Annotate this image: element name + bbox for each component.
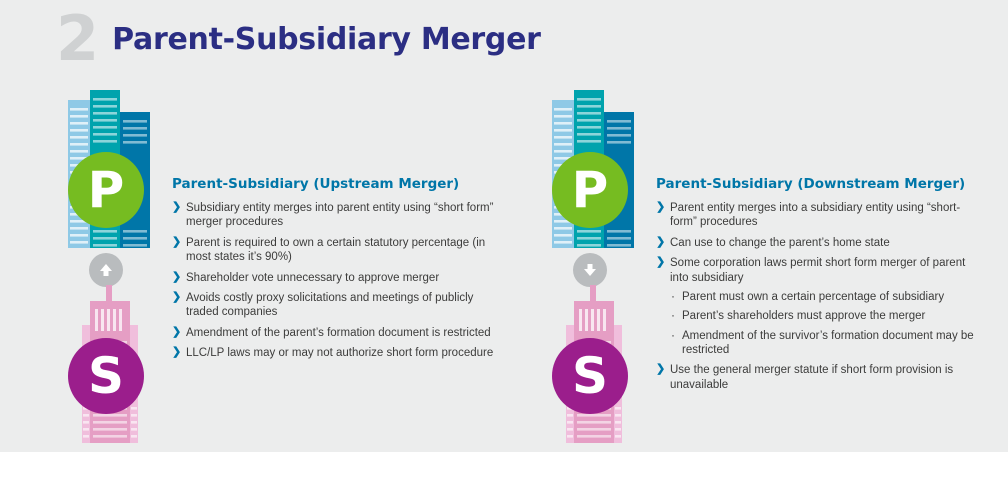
sub-list-item-text: Parent must own a certain percentage of subsidiary bbox=[682, 290, 945, 303]
subsidiary-circle-badge bbox=[552, 338, 628, 414]
parent-circle-label: P bbox=[571, 161, 609, 219]
sub-list-item-text: Parent’s shareholders must approve the merger bbox=[682, 310, 926, 323]
list-item bbox=[172, 291, 502, 320]
parent-circle-badge bbox=[552, 152, 628, 228]
bullet-dot-icon: · bbox=[671, 308, 675, 323]
list-item-text: Amendment of the parent’s formation document is restricted bbox=[186, 326, 491, 339]
column-downstream bbox=[540, 90, 990, 450]
text-block-downstream bbox=[656, 176, 986, 398]
bullet-dot-icon: · bbox=[671, 288, 675, 303]
chevron-right-icon: ❯ bbox=[172, 346, 182, 358]
graphic-upstream bbox=[56, 90, 166, 445]
sub-list-item-text: Amendment of the survivor’s formation document may be restricted bbox=[682, 329, 974, 356]
arrow-down-icon bbox=[573, 253, 607, 287]
sub-list-item bbox=[670, 309, 986, 323]
parent-circle-badge bbox=[68, 152, 144, 228]
list-item bbox=[656, 363, 986, 392]
arrow-up-icon bbox=[89, 253, 123, 287]
subsidiary-circle-label: S bbox=[571, 347, 608, 405]
list-item bbox=[172, 271, 502, 285]
chevron-right-icon: ❯ bbox=[656, 201, 666, 213]
chevron-right-icon: ❯ bbox=[172, 290, 182, 303]
bullet-dot-icon: · bbox=[671, 327, 675, 342]
list-item-text: Use the general merger statute if short form provision is unavailable bbox=[670, 364, 954, 391]
chevron-right-icon: ❯ bbox=[172, 201, 182, 213]
list-item bbox=[172, 236, 502, 265]
section-heading-downstream: Parent-Subsidiary (Downstream Merger) bbox=[656, 176, 966, 192]
list-item-text: Can use to change the parent’s home state bbox=[670, 236, 890, 249]
chevron-right-icon: ❯ bbox=[172, 270, 182, 283]
slide-title-row bbox=[56, 2, 541, 75]
list-item-text: Some corporation laws permit short form merger of parent into subsidiary bbox=[670, 257, 966, 284]
page-title: Parent-Subsidiary Merger bbox=[112, 21, 541, 57]
column-upstream bbox=[56, 90, 506, 450]
list-item-text: Shareholder vote unnecessary to approve merger bbox=[186, 271, 440, 284]
list-item bbox=[172, 346, 502, 360]
list-item bbox=[172, 201, 502, 230]
list-item bbox=[172, 326, 502, 340]
list-item-text: LLC/LP laws may or may not authorize short form procedure bbox=[186, 347, 494, 359]
sub-bullet-list bbox=[670, 290, 986, 358]
sub-list-item bbox=[670, 329, 986, 358]
parent-circle-label: P bbox=[87, 161, 125, 219]
chevron-right-icon: ❯ bbox=[656, 363, 666, 376]
list-item bbox=[656, 236, 986, 250]
subsidiary-circle-badge bbox=[68, 338, 144, 414]
list-item bbox=[656, 256, 986, 357]
bullet-list-upstream bbox=[172, 201, 502, 360]
subsidiary-circle-label: S bbox=[87, 347, 124, 405]
slide-footer-band bbox=[0, 452, 1008, 478]
chevron-right-icon: ❯ bbox=[656, 256, 666, 269]
sub-list-item bbox=[670, 290, 986, 304]
list-item bbox=[656, 201, 986, 230]
graphic-downstream bbox=[540, 90, 650, 445]
list-item-text: Parent entity merges into a subsidiary entity using “short-form” procedures bbox=[670, 202, 961, 229]
chevron-right-icon: ❯ bbox=[656, 235, 666, 248]
text-block-upstream bbox=[172, 176, 502, 366]
bullet-list-downstream bbox=[656, 201, 986, 392]
chevron-right-icon: ❯ bbox=[172, 325, 182, 338]
slide-number: 2 bbox=[56, 2, 99, 75]
list-item-text: Parent is required to own a certain statutory percentage (in most states it’s 90%) bbox=[186, 236, 486, 264]
list-item-text: Subsidiary entity merges into parent entity using “short form” merger procedures bbox=[186, 202, 494, 229]
section-heading-upstream: Parent-Subsidiary (Upstream Merger) bbox=[172, 176, 460, 192]
list-item-text: Avoids costly proxy solicitations and meetings of publicly traded companies bbox=[186, 291, 474, 319]
chevron-right-icon: ❯ bbox=[172, 235, 182, 248]
